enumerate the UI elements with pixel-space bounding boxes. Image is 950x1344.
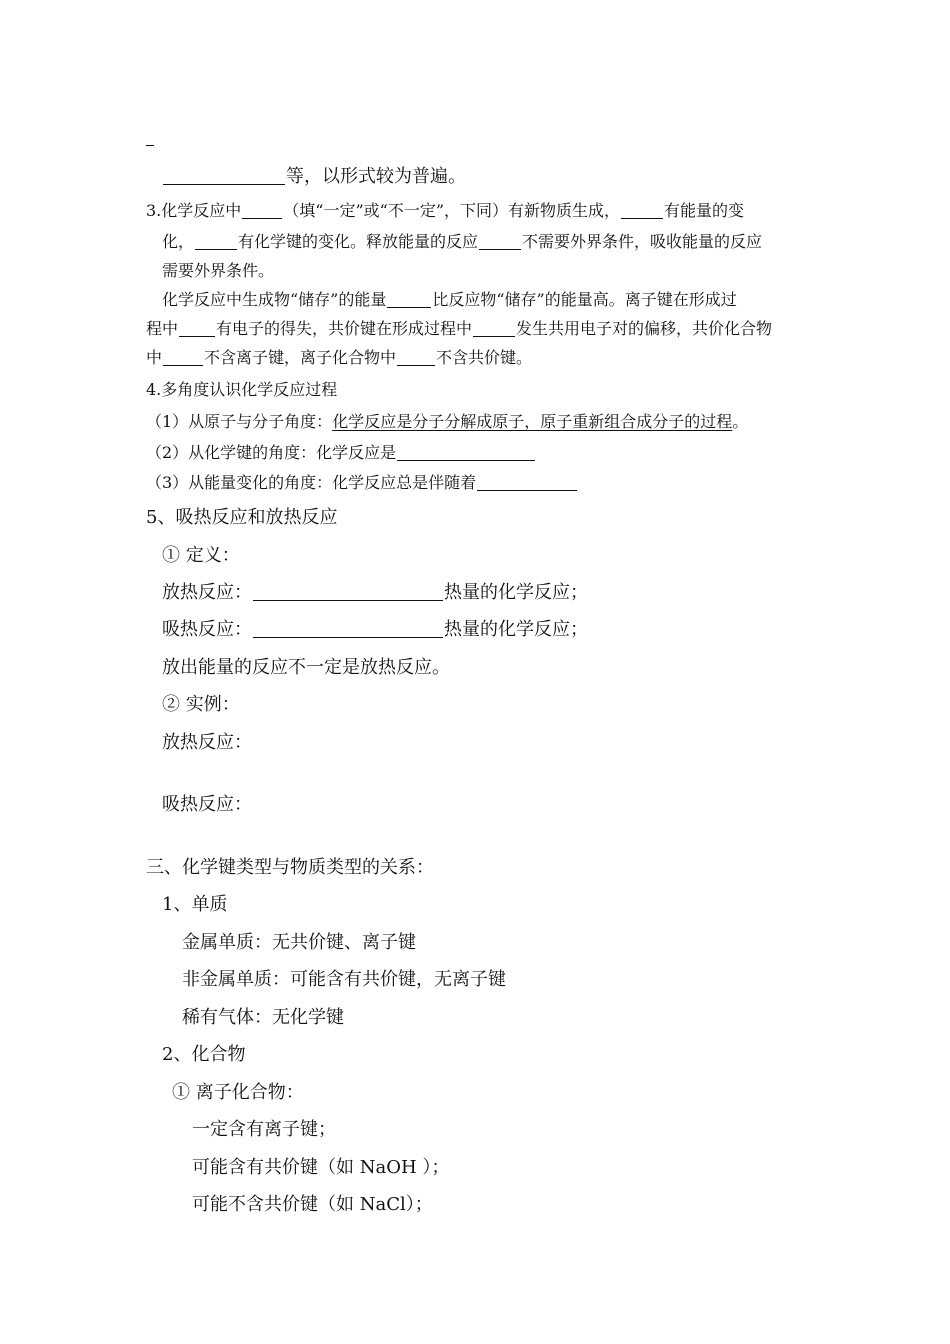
- s6-metal: 金属单质：无共价键、离子键: [182, 932, 416, 953]
- s6-ionic-c: 可能不含共价键（如 NaCl）；: [192, 1194, 433, 1215]
- s6-nonmetal: 非金属单质：可能含有共价键，无离子键: [182, 969, 506, 990]
- s5-examples: ② 实例：: [162, 694, 240, 715]
- s3-line-4: 化学反应中生成物“储存”的能量 比反应物“储存”的能量高。离子键在形成过: [162, 290, 737, 309]
- s3-line-2: 化， 有化学键的变化。释放能量的反应 不需要外界条件，吸收能量的反应: [162, 232, 763, 251]
- s5-definition: ① 定义：: [162, 545, 240, 566]
- s5-endothermic-definition: 吸热反应： 热量的化学反应；: [162, 619, 588, 640]
- s3-line-1: 3.化学反应中 （填“一定”或“不一定”，下同）有新物质生成， 有能量的变: [146, 201, 745, 220]
- blank[interactable]: [397, 444, 535, 461]
- blank[interactable]: [179, 320, 215, 337]
- s6-heading-elements: 1、单质: [162, 894, 228, 915]
- s5-exothermic-examples: 放热反应：: [162, 732, 252, 753]
- s4-item-1: （1）从原子与分子角度：化学反应是分子分解成原子，原子重新组合成分子的过程。: [146, 412, 749, 431]
- blank[interactable]: [253, 619, 443, 638]
- s5-note: 放出能量的反应不一定是放热反应。: [162, 657, 450, 678]
- blank[interactable]: [242, 202, 282, 219]
- blank[interactable]: [387, 291, 431, 308]
- s3-line-3: 需要外界条件。: [162, 261, 275, 280]
- s4-item-3: （3）从能量变化的角度：化学反应总是伴随着: [146, 470, 578, 493]
- s6-ionic-b: 可能含有共价键（如 NaOH ）；: [192, 1157, 450, 1178]
- s6-title: 三、化学键类型与物质类型的关系：: [146, 857, 434, 878]
- s5-endothermic-examples: 吸热反应：: [162, 794, 252, 815]
- s6-heading-compounds: 2、化合物: [162, 1044, 246, 1065]
- blank[interactable]: [253, 582, 443, 601]
- blank[interactable]: [477, 474, 577, 491]
- blank[interactable]: [621, 202, 663, 219]
- blank[interactable]: [397, 349, 435, 366]
- s3-line-5: 程中 有电子的得失，共价键在形成过程中 发生共用电子对的偏移，共价化合物: [146, 319, 773, 338]
- s6-ionic-a: 一定含有离子键；: [192, 1119, 336, 1140]
- top-line: 等，以形式较为普遍。: [162, 162, 466, 188]
- s6-noble-gas: 稀有气体：无化学键: [182, 1007, 344, 1028]
- stray-dash: [146, 145, 154, 146]
- s5-exothermic-definition: 放热反应： 热量的化学反应；: [162, 582, 588, 603]
- s6-ionic-compound: ① 离子化合物：: [172, 1082, 304, 1103]
- s3-line-6: 中 不含离子键，离子化合物中 不含共价键。: [146, 348, 533, 367]
- blank[interactable]: [163, 166, 285, 185]
- blank[interactable]: [473, 320, 515, 337]
- blank[interactable]: [195, 233, 237, 250]
- blank[interactable]: [163, 349, 203, 366]
- s4-title: 4.多角度认识化学反应过程: [146, 380, 338, 399]
- s4-item-2: （2）从化学键的角度：化学反应是: [146, 440, 536, 463]
- s5-title: 5、吸热反应和放热反应: [146, 507, 338, 528]
- blank[interactable]: [479, 233, 521, 250]
